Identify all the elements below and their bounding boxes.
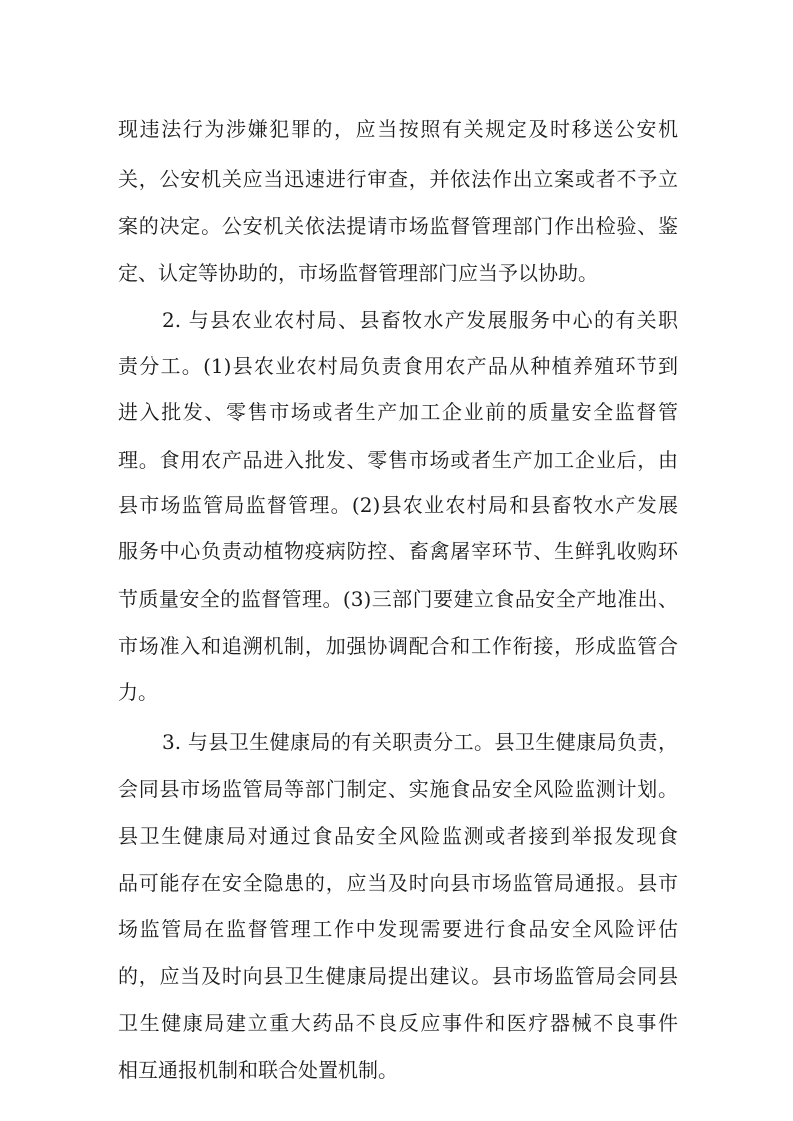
- text-line: 相互通报机制和联合处置机制。: [118, 1058, 398, 1082]
- text-line: 的，应当及时向县卫生健康局提出建议。县市场监管局会同县: [118, 964, 678, 988]
- text-line: 县市场监管局监督管理。(2)县农业农村局和县畜牧水产发展: [118, 493, 678, 517]
- text-line: 卫生健康局建立重大药品不良反应事件和医疗器械不良事件: [118, 1011, 678, 1035]
- text-line: 县卫生健康局对通过食品安全风险监测或者接到举报发现食: [118, 824, 678, 848]
- text-line: 进入批发、零售市场或者生产加工企业前的质量安全监督管: [118, 400, 678, 424]
- text-line: 节质量安全的监督管理。(3)三部门要建立食品安全产地准出、: [118, 587, 678, 611]
- text-line: 定、认定等协助的，市场监督管理部门应当予以协助。: [118, 261, 598, 285]
- text-line: 责分工。(1)县农业农村局负责食用农产品从种植养殖环节到: [118, 354, 678, 378]
- text-line: 服务中心负责动植物疫病防控、畜禽屠宰环节、生鲜乳收购环: [118, 539, 678, 563]
- text-line: 场监管局在监督管理工作中发现需要进行食品安全风险评估: [118, 917, 678, 941]
- text-line: 关，公安机关应当迅速进行审查，并依法作出立案或者不予立: [118, 167, 678, 191]
- text-line: 现违法行为涉嫌犯罪的，应当按照有关规定及时移送公安机: [118, 117, 678, 141]
- text-line: 品可能存在安全隐患的，应当及时向县市场监管局通报。县市: [118, 871, 678, 895]
- paragraph-start-line: 3. 与县卫生健康局的有关职责分工。县卫生健康局负责，: [162, 730, 678, 754]
- text-line: 理。食用农产品进入批发、零售市场或者生产加工企业后，由: [118, 448, 678, 472]
- text-line: 市场准入和追溯机制，加强协调配合和工作衔接，形成监管合: [118, 634, 678, 658]
- text-line: 力。: [118, 680, 158, 704]
- paragraph-start-line: 2. 与县农业农村局、县畜牧水产发展服务中心的有关职: [162, 308, 678, 332]
- text-line: 案的决定。公安机关依法提请市场监督管理部门作出检验、鉴: [118, 214, 678, 238]
- text-line: 会同县市场监管局等部门制定、实施食品安全风险监测计划。: [118, 777, 678, 801]
